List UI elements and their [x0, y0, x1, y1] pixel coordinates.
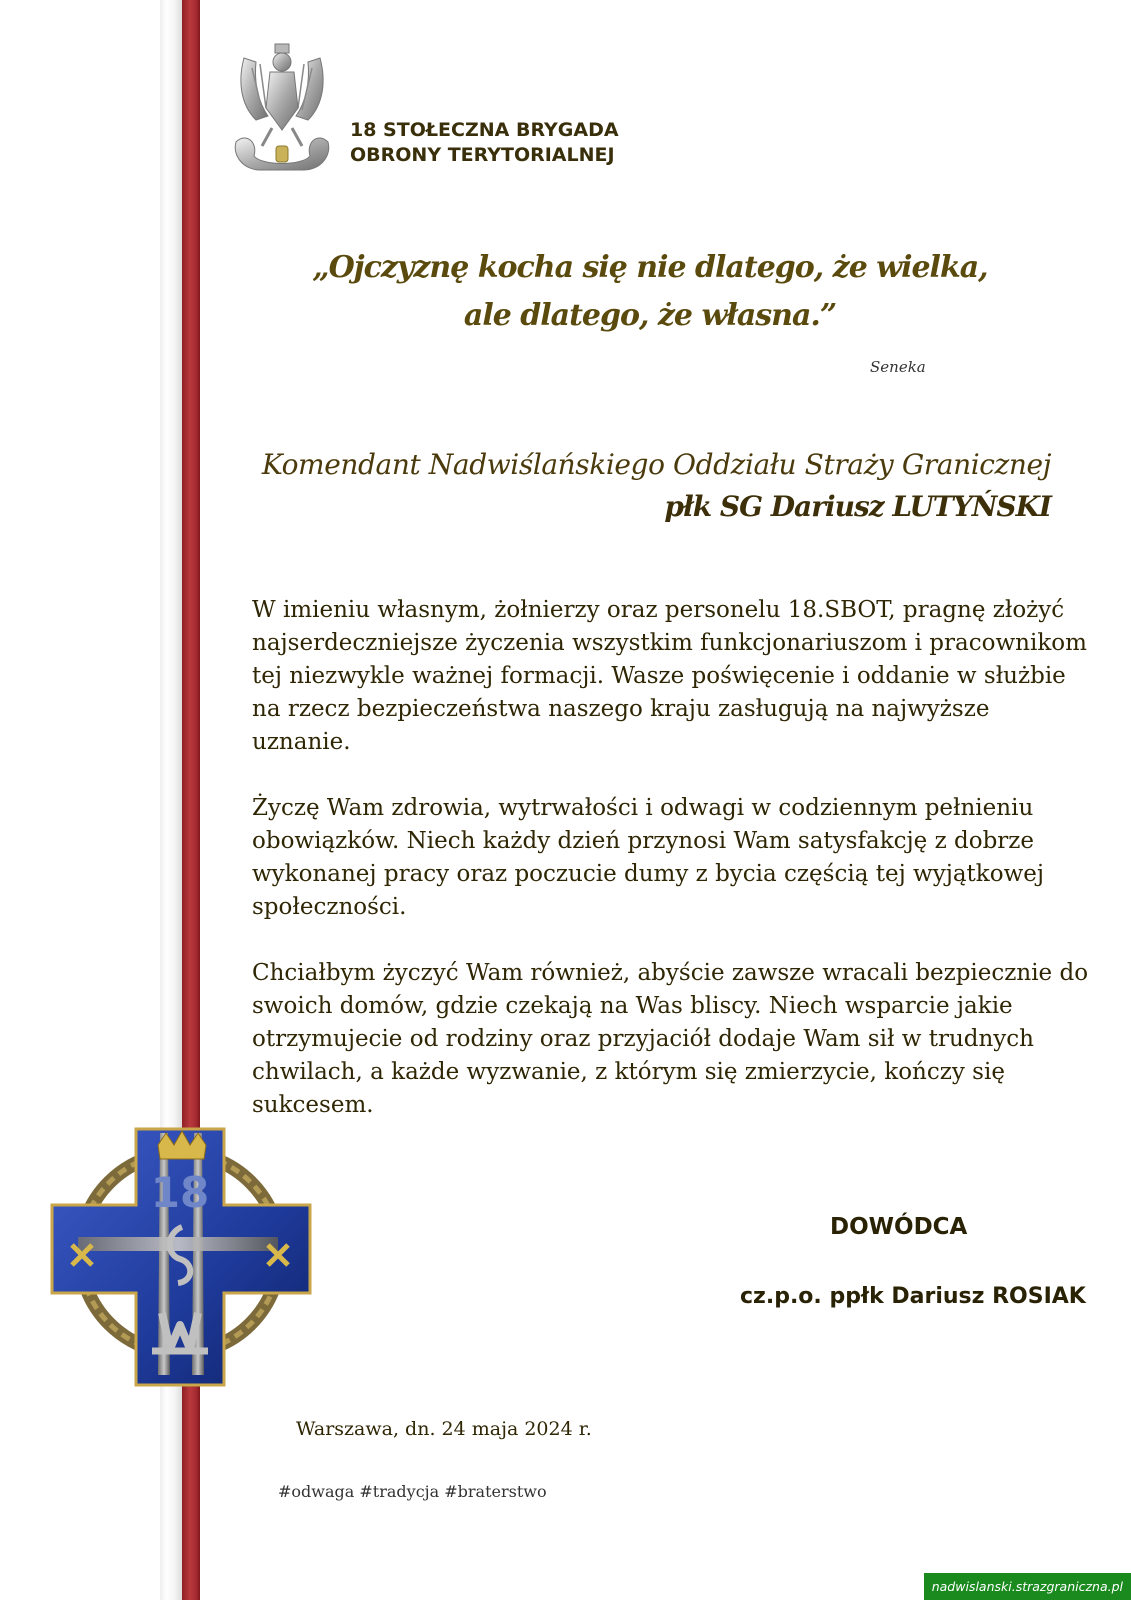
body-paragraph: Chciałbym życzyć Wam również, abyście zawsze wracali bezpiecznie do swoich domów, gdzie czekają na Was bliscy. Niech wsparcie jakie otrzymujecie od rodziny oraz przyjaciół dodaje Wam sił w trudnych chwilach, a każde wyzwanie, z którym się zmierzycie, kończy się sukcesem. — [252, 960, 1089, 1118]
unit-name-line2: OBRONY TERYTORIALNEJ — [350, 144, 615, 166]
body-paragraph: W imieniu własnym, żołnierzy oraz personelu 18.SBOT, pragnę złożyć najserdeczniejsze życzenia wszystkim funkcjonariuszom i pracownikom tej niezwykle ważnej formacji. Wasze poświęcenie i oddanie w służbie na rzecz bezpieczeństwa naszego kraju zasługują na najwyższe uznanie. — [252, 597, 1087, 755]
quote-line2: ale dlatego, że własna.” — [463, 298, 837, 333]
recipient-role: Komendant Nadwiślańskiego Oddziału Straży Granicznej — [261, 448, 1051, 481]
brigade-badge-icon — [48, 1125, 313, 1390]
quote-line1: „Ojczyznę kocha się nie dlatego, że wielka, — [312, 250, 988, 285]
quote-author: Seneka — [870, 358, 926, 376]
eagle-emblem-icon — [232, 38, 332, 178]
unit-name-line1: 18 STOŁECZNA BRYGADA — [350, 119, 619, 141]
signature-name: cz.p.o. ppłk Dariusz ROSIAK — [740, 1284, 1086, 1309]
signature-title: DOWÓDCA — [830, 1214, 968, 1240]
unit-name — [350, 118, 619, 168]
recipient-name: płk SG Dariusz LUTYŃSKI — [664, 490, 1051, 523]
badge-number: 18 — [150, 1168, 210, 1217]
place-date: Warszawa, dn. 24 maja 2024 r. — [296, 1418, 592, 1440]
body-paragraph: Życzę Wam zdrowia, wytrwałości i odwagi w codziennym pełnieniu obowiązków. Niech każdy dzień przynosi Wam satysfakcję z dobrze wykonanej pracy oraz poczucie dumy z bycia częścią tej wyjątkowej społeczności. — [252, 795, 1045, 920]
motto-quote — [250, 244, 1050, 340]
letter-body — [252, 594, 1092, 1155]
website-watermark[interactable]: nadwislanski.strazgraniczna.pl — [924, 1573, 1131, 1600]
hashtags: #odwaga #tradycja #braterstwo — [278, 1482, 547, 1501]
